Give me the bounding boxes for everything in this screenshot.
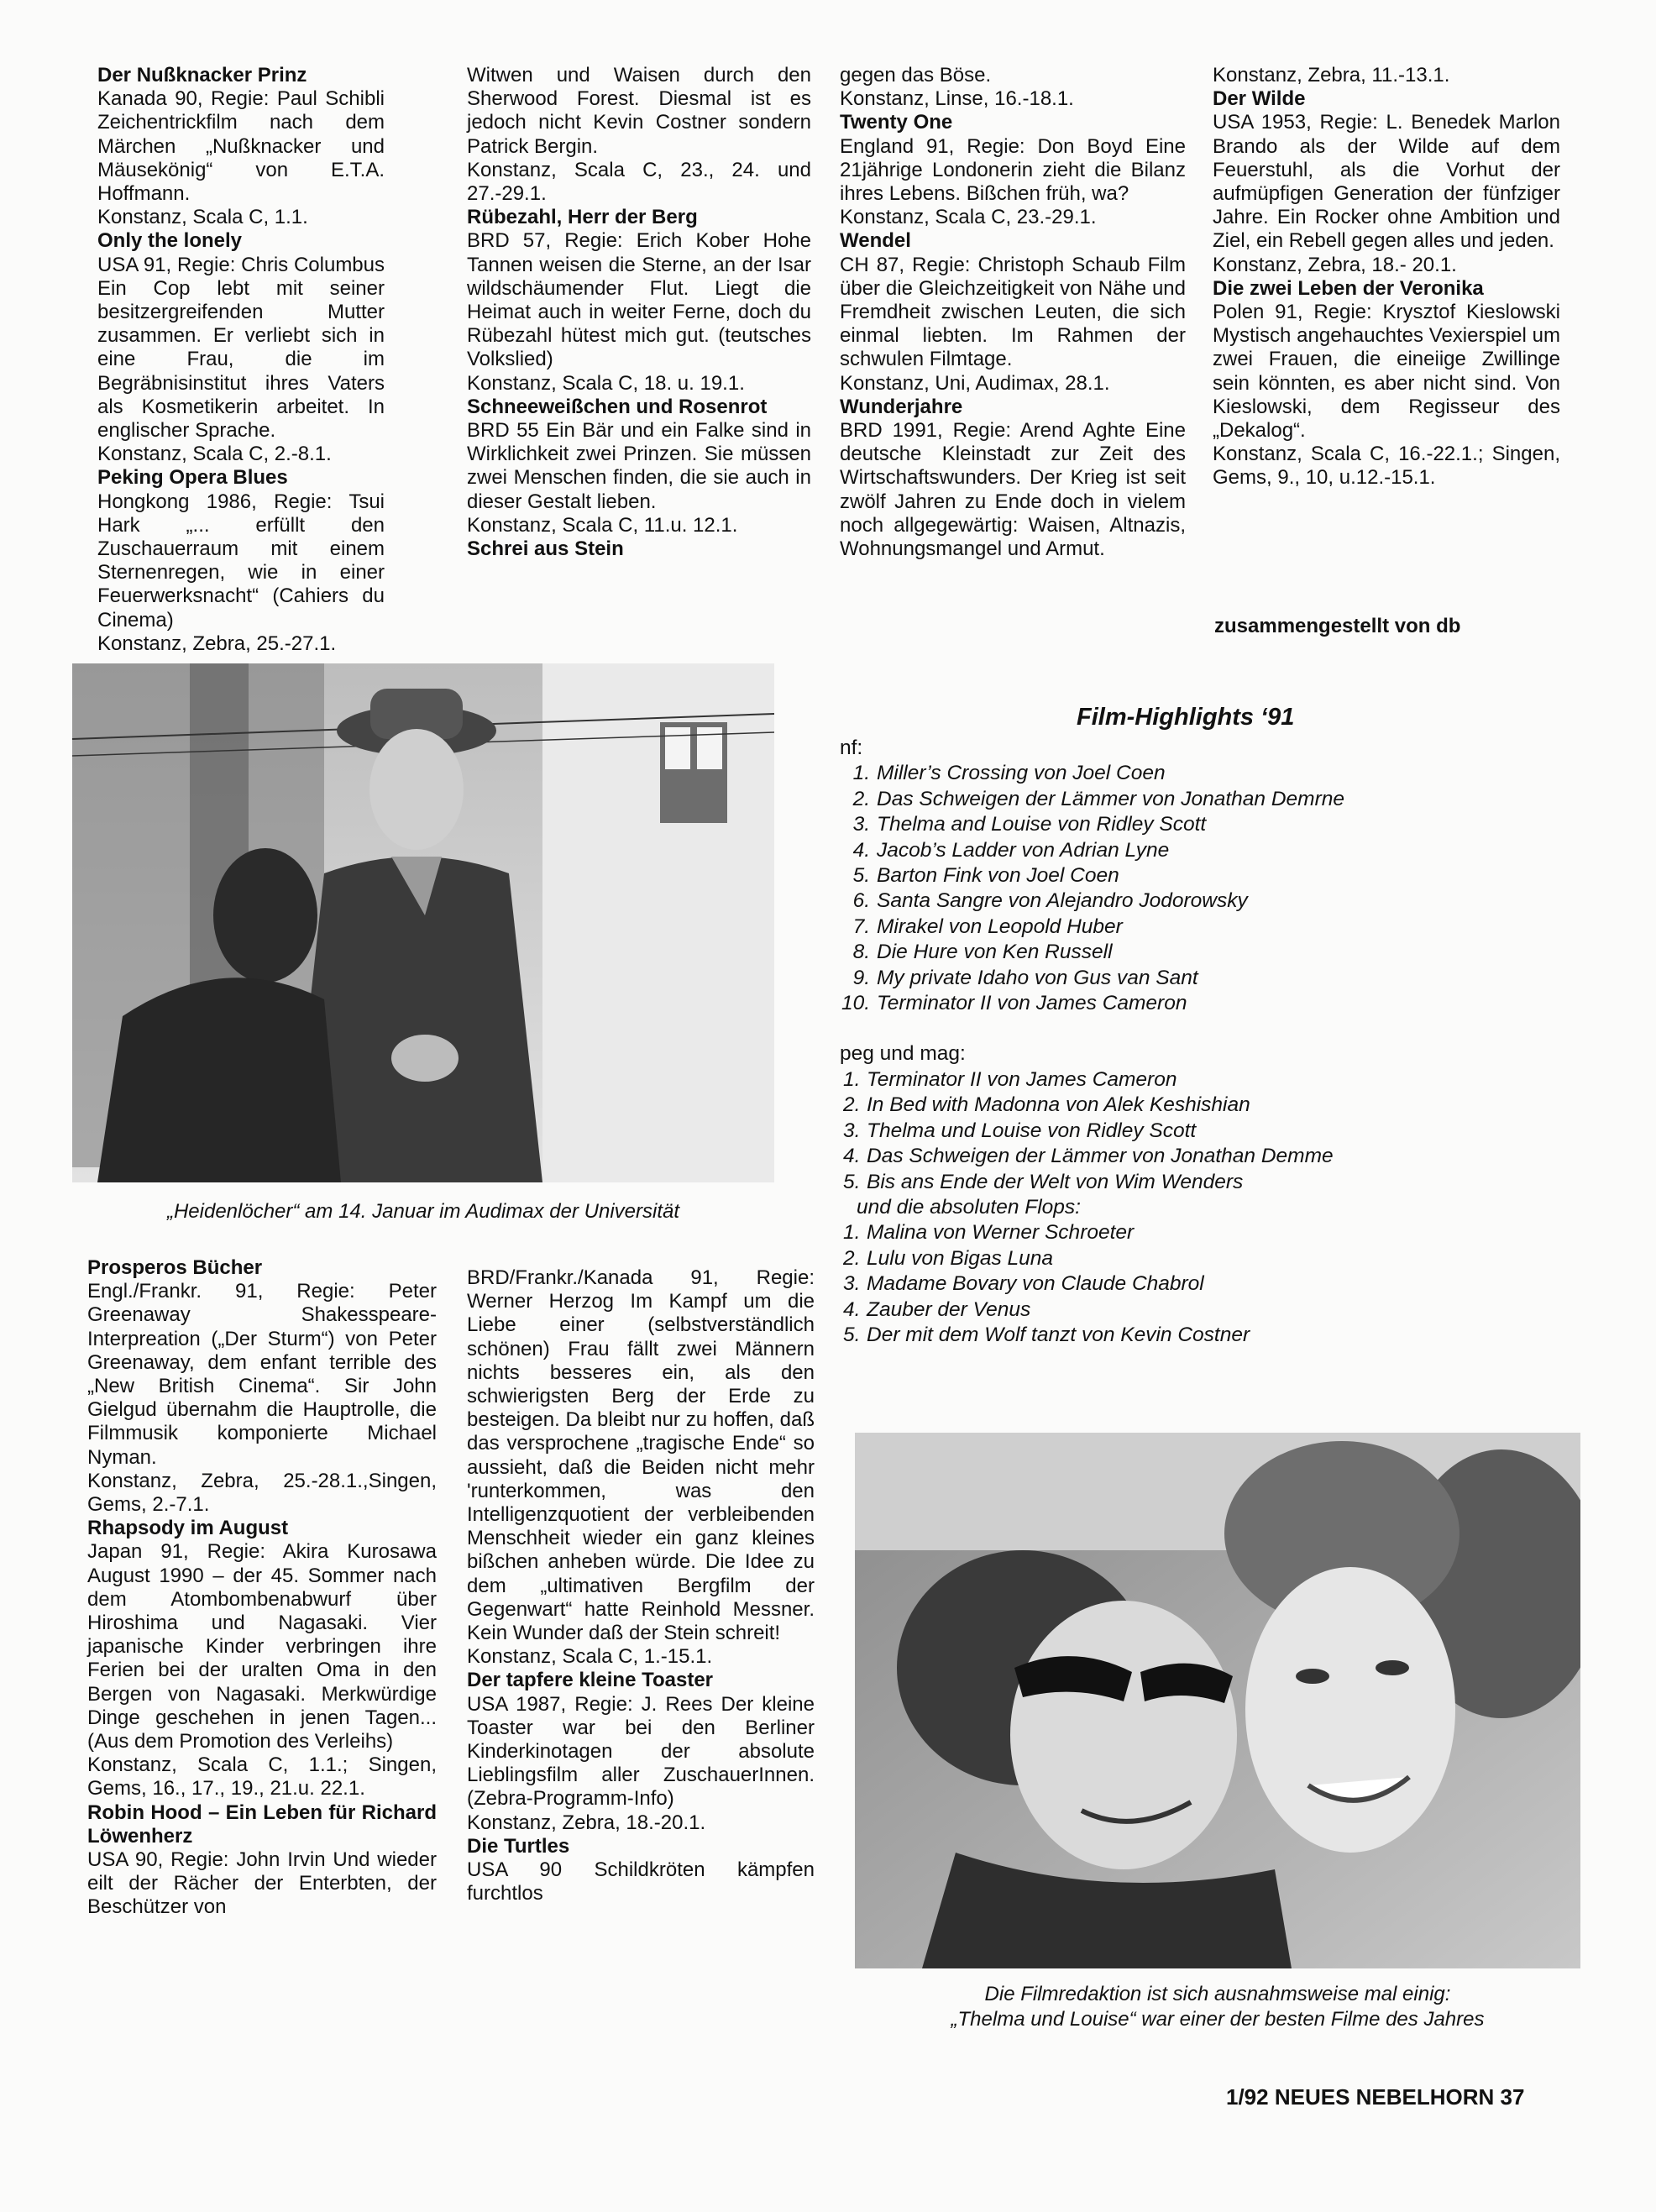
highlights-title: Film-Highlights ‘91	[1077, 704, 1295, 731]
highlight-item	[840, 1297, 1478, 1323]
highlights-group1-label: nf:	[840, 736, 863, 759]
highlight-item	[840, 1067, 1478, 1093]
item-number: 4.	[843, 1145, 861, 1168]
film-description: USA 1953, Regie: L. Benedek Marlon Brando als der Wilde auf dem Feuerstuhl, als die Vorhut der aufmüpfigen Generation der fünfziger Jahre. Ein Rocker ohne Ambition und Ziel, ein Rebell gegen alles und jeden.	[1213, 111, 1560, 253]
film-screening: Konstanz, Scala C, 11.u. 12.1.	[467, 513, 738, 537]
item-text: Bis ans Ende der Welt von Wim Wenders	[867, 1170, 1244, 1193]
item-number: 5.	[852, 864, 870, 888]
item-number: 1.	[843, 1067, 861, 1091]
highlight-item	[840, 991, 1478, 1016]
highlight-item	[840, 1170, 1478, 1195]
film-still-thelma-louise	[855, 1433, 1580, 1968]
film-screening: Konstanz, Uni, Audimax, 28.1.	[840, 371, 1110, 395]
item-text: Mirakel von Leopold Huber	[877, 915, 1123, 938]
item-number: 9.	[852, 966, 870, 989]
item-text: Terminator II von James Cameron	[877, 992, 1187, 1015]
film-still-heidenloecher	[72, 663, 774, 1182]
item-number: 7.	[852, 915, 870, 938]
film-description: Kanada 90, Regie: Paul Schibli Zeichentrickfilm nach dem Märchen „Nußknacker und Mäusekönig“ von E.T.A. Hoffmann.	[97, 87, 385, 206]
item-number: 2.	[843, 1246, 861, 1270]
film-screening: Konstanz, Scala C, 1.1.	[97, 206, 308, 229]
film-description: Engl./Frankr. 91, Regie: Peter Greenaway Shakesspeare-Interpreation („Der Sturm“) von Peter Greenaway, dem enfant terrible des „New British Cinema“. Sir John Gielgud übernahm die Hauptrolle, die Filmmusik komponierte Michael Nyman.	[87, 1280, 437, 1469]
item-number: 6.	[852, 889, 870, 913]
item-text: Lulu von Bigas Luna	[867, 1246, 1054, 1270]
highlight-item	[840, 1144, 1478, 1169]
film-description: USA 90 Schildkröten kämpfen furchtlos	[467, 1858, 815, 1905]
item-text: My private Idaho von Gus van Sant	[877, 966, 1198, 989]
film-title: Die zwei Leben der Veronika	[1213, 276, 1484, 300]
item-text: Zauber der Venus	[867, 1297, 1031, 1321]
film-title: Die Turtles	[467, 1834, 570, 1858]
highlight-item	[840, 915, 1478, 940]
film-title: Twenty One	[840, 111, 953, 134]
photo1-caption: „Heidenlöcher“ am 14. Januar im Audimax der Universität	[166, 1200, 680, 1223]
highlight-item	[840, 1246, 1478, 1271]
film-description: Japan 91, Regie: Akira Kurosawa August 1990 – der 45. Sommer nach dem Atombombenabwurf über Hiroshima und Nagasaki. Vier japanische Kinder verbringen ihre Ferien bei der uralten Oma in den Bergen von Nagasaki. Merkwürdige Dinge geschehen in jenen Tagen...(Aus dem Promotion des Verleihs)	[87, 1540, 437, 1753]
film-screening: Konstanz, Scala C, 1.1.; Singen, Gems, 16., 17., 19., 21.u. 22.1.	[87, 1753, 437, 1801]
highlights-group2-label: peg und mag:	[840, 1042, 966, 1066]
photo2-caption-line2: „Thelma und Louise“ war einer der besten Filme des Jahres	[951, 2008, 1485, 2031]
item-text: In Bed with Madonna von Alek Keshishian	[867, 1093, 1250, 1117]
film-title: Only the lonely	[97, 229, 243, 253]
film-description: Polen 91, Regie: Krysztof Kieslowski Mystisch angehauchtes Vexierspiel um zwei Frauen, die eineiige Zwillinge sein könnten, es aber nicht sind. Von Kieslowski, dem Regisseur des „Dekalog“.	[1213, 301, 1560, 443]
page-footer: 1/92 NEUES NEBELHORN 37	[1226, 2084, 1525, 2110]
item-number: 3.	[843, 1272, 861, 1296]
film-screening: Konstanz, Scala C, 1.-15.1.	[467, 1645, 713, 1669]
item-text: Das Schweigen der Lämmer von Jonathan Demme	[867, 1145, 1334, 1168]
highlight-item	[840, 863, 1478, 888]
item-text: Santa Sangre von Alejandro Jodorowsky	[877, 889, 1248, 913]
item-text: Die Hure von Ken Russell	[877, 941, 1113, 964]
film-screening: Konstanz, Zebra, 25.-28.1.,Singen, Gems, 2.-7.1.	[87, 1469, 437, 1517]
film-screening: Konstanz, Zebra, 11.-13.1.	[1213, 64, 1450, 86]
highlight-item	[840, 1271, 1478, 1297]
film-title: Peking Opera Blues	[97, 466, 288, 490]
column-bottom-2	[467, 1266, 815, 1905]
column-top-4	[1213, 64, 1560, 490]
column-top-2	[467, 64, 811, 561]
item-text: Thelma und Louise von Ridley Scott	[867, 1119, 1197, 1142]
highlights-group1	[840, 761, 1478, 1016]
item-number: 2.	[852, 787, 870, 810]
film-description: BRD 1991, Regie: Arend Aghte Eine deutsche Kleinstadt zur Zeit des Wirtschaftswunders. Der Krieg ist seit zwölf Jahren zu Ende doch in vielem noch allgegewärtig: Waisen, Altnazis, Wohnungsmangel und Armut.	[840, 419, 1186, 561]
item-number: 8.	[852, 941, 870, 964]
highlight-item	[840, 1119, 1478, 1144]
film-title: Wendel	[840, 229, 911, 253]
highlight-item	[840, 1220, 1478, 1245]
film-screening: Konstanz, Scala C, 23., 24. und 27.-29.1.	[467, 158, 811, 206]
film-title: Robin Hood – Ein Leben für Richard Löwenherz	[87, 1801, 437, 1848]
item-text: Miller’s Crossing von Joel Coen	[877, 762, 1166, 785]
credit-line: zusammengestellt von db	[1214, 615, 1461, 637]
highlights-list	[840, 736, 1478, 1348]
film-screening: Konstanz, Zebra, 18.- 20.1.	[1213, 253, 1457, 276]
photo2-caption-line1: Die Filmredaktion ist sich ausnahmsweise mal einig:	[984, 1983, 1451, 2005]
film-title: Der Wilde	[1213, 87, 1306, 111]
item-text: Madame Bovary von Claude Chabrol	[867, 1272, 1204, 1296]
film-screening: Konstanz, Scala C, 2.-8.1.	[97, 443, 332, 466]
highlight-item	[840, 838, 1478, 863]
item-number: 4.	[852, 838, 870, 862]
item-number: 3.	[852, 813, 870, 836]
film-title: Der Nußknacker Prinz	[97, 64, 307, 86]
film-description: USA 1987, Regie: J. Rees Der kleine Toaster war bei den Berliner Kinderkinotagen der absolute Lieblingsfilm aller ZuschauerInnen. (Zebra-Programm-Info)	[467, 1692, 815, 1811]
highlights-group2	[840, 1067, 1478, 1195]
film-screening: Konstanz, Scala C, 18. u. 19.1.	[467, 371, 745, 395]
highlights-flops	[840, 1220, 1478, 1348]
highlight-item	[840, 761, 1478, 786]
highlight-item	[840, 888, 1478, 914]
item-text: Terminator II von James Cameron	[867, 1067, 1177, 1091]
item-number: 1.	[852, 762, 870, 785]
photo2-caption	[855, 1982, 1580, 2032]
film-title: Rübezahl, Herr der Berg	[467, 206, 698, 229]
film-screening: Konstanz, Zebra, 18.-20.1.	[467, 1811, 706, 1834]
highlight-item	[840, 787, 1478, 812]
film-title: Prosperos Bücher	[87, 1256, 263, 1279]
item-number: 5.	[843, 1323, 861, 1346]
item-text: Jacob’s Ladder von Adrian Lyne	[877, 838, 1170, 862]
highlight-item	[840, 1093, 1478, 1118]
film-description: BRD/Frankr./Kanada 91, Regie: Werner Herzog Im Kampf um die Liebe einer (selbstverständlich schönen) Frau fällt zwei Männern nichts besseres ein, als den schwierigsten Berg der Erde zu besteigen. Da bleibt nur zu hoffen, daß das versprochene „tragische Ende“ so aussieht, daß die Beiden nicht mehr 'runterkommen, was den Intelligenzquotient der verbleibenden Menschheit wieder ein ganz kleines bißchen anheben würde. Die Idee zu dem „ultimativen Bergfilm der Gegenwart“ hatte Reinhold Messner. Kein Wunder daß der Stein schreit!	[467, 1266, 815, 1645]
film-screening: Konstanz, Zebra, 25.-27.1.	[97, 632, 337, 655]
film-title: Schneeweißchen und Rosenrot	[467, 395, 768, 418]
item-text: Malina von Werner Schroeter	[867, 1221, 1135, 1245]
column-top-3	[840, 64, 1186, 561]
column-top-1	[97, 64, 385, 656]
film-description: BRD 55 Ein Bär und ein Falke sind in Wirklichkeit zwei Prinzen. Sie müssen zwei Menschen finden, die sie auch in dieser Gestalt lieben.	[467, 419, 811, 513]
item-number: 1.	[843, 1221, 861, 1245]
film-screening: Konstanz, Linse, 16.-18.1.	[840, 87, 1074, 111]
film-description: CH 87, Regie: Christoph Schaub Film über die Gleichzeitigkeit von Nähe und Fremdheit zwischen Leuten, die sich einmal liebten. Im Rahmen der schwulen Filmtage.	[840, 253, 1186, 371]
film-description: USA 90, Regie: John Irvin Und wieder eilt der Rächer der Enterbten, der Beschützer von	[87, 1848, 437, 1919]
item-number: 10.	[841, 992, 870, 1015]
film-description: Witwen und Waisen durch den Sherwood Forest. Diesmal ist es jedoch nicht Kevin Costner sondern Patrick Bergin.	[467, 64, 811, 158]
film-screening: Konstanz, Scala C, 23.-29.1.	[840, 206, 1097, 229]
film-title: Der tapfere kleine Toaster	[467, 1669, 714, 1692]
item-number: 4.	[843, 1297, 861, 1321]
film-description: England 91, Regie: Don Boyd Eine 21jährige Londonerin zieht die Bilanz ihres Lebens. Bißchen früh, wa?	[840, 134, 1186, 206]
film-title: Rhapsody im August	[87, 1517, 289, 1540]
item-number: 3.	[843, 1119, 861, 1142]
highlight-item	[840, 966, 1478, 991]
film-title: Wunderjahre	[840, 395, 963, 418]
item-text: Barton Fink von Joel Coen	[877, 864, 1119, 888]
item-number: 2.	[843, 1093, 861, 1117]
item-text: Das Schweigen der Lämmer von Jonathan Demrne	[877, 787, 1344, 810]
film-description: gegen das Böse.	[840, 64, 992, 86]
highlights-flops-label: und die absoluten Flops:	[857, 1195, 1081, 1219]
item-text: Der mit dem Wolf tanzt von Kevin Costner	[867, 1323, 1250, 1346]
film-description: BRD 57, Regie: Erich Kober Hohe Tannen weisen die Sterne, an der Isar wildschäumender Flut. Liegt die Heimat auch in weiter Ferne, doch du Rübezahl hütest mich gut. (teutsches Volkslied)	[467, 229, 811, 371]
highlight-item	[840, 940, 1478, 965]
film-description: Hongkong 1986, Regie: Tsui Hark „... erfüllt den Zuschauerraum mit einem Sternenregen, wie in einer Feuerwerksnacht“ (Cahiers du Cinema)	[97, 490, 385, 632]
item-number: 5.	[843, 1170, 861, 1193]
highlight-item	[840, 812, 1478, 837]
highlight-item	[840, 1323, 1478, 1348]
item-text: Thelma and Louise von Ridley Scott	[877, 813, 1207, 836]
film-title: Schrei aus Stein	[467, 537, 624, 561]
film-description: USA 91, Regie: Chris Columbus Ein Cop lebt mit seiner besitzergreifenden Mutter zusammen. Er verliebt sich in eine Frau, die im Begräbnisinstitut ihres Vaters als Kosmetikerin arbeitet. In englischer Sprache.	[97, 253, 385, 443]
column-bottom-1	[87, 1256, 437, 1920]
film-screening: Konstanz, Scala C, 16.-22.1.; Singen, Gems, 9., 10, u.12.-15.1.	[1213, 443, 1560, 490]
